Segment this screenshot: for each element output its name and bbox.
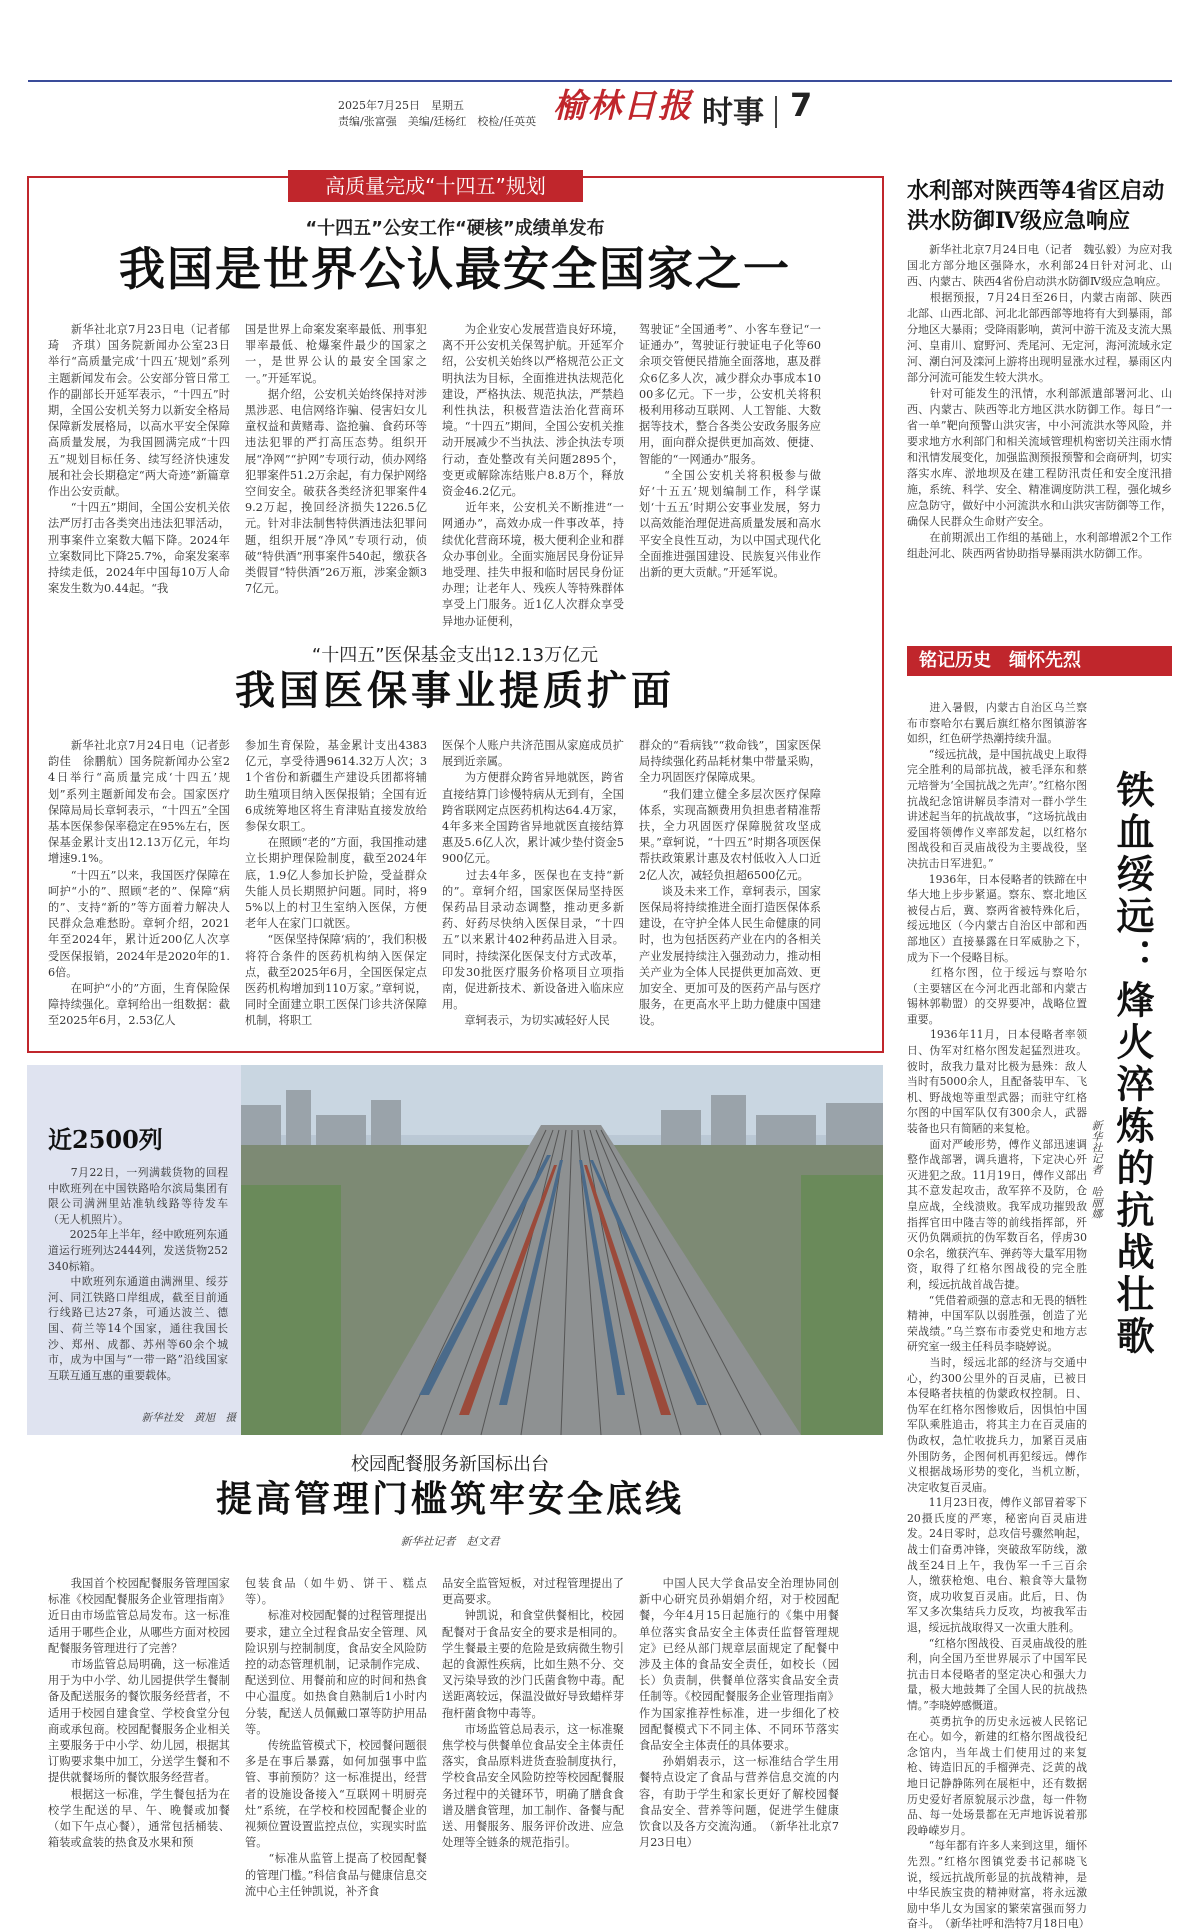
article2-column-1: 新华社北京7月24日电（记者彭韵佳 徐鹏航）国务院新闻办公室24日举行“高质量完成‘十四五’规划”系列主题新闻发布会。国家医疗保障局局长章轲表示，“十四五”全国基本医保参保率稳定在95%左右，医保基金累计支出12.13万亿元，年均增速9.1%。 “十四五”以来，我国医疗保障在呵护“小的”、照顾“老的”、保障“病的”、支持“新的”等方面着力解决人民群众急难愁盼。章轲介绍，2021年至2024年，累计近200亿人次享受医保报销，2024年是2020年的1.6倍。 在呵护“小的”方面，生育保险保障持续强化。章轲给出一组数据：截至2025年6月，2.53亿人 <box>48 739 230 1028</box>
topic-banner: 高质量完成“十四五”规划 <box>288 170 583 202</box>
article3-byline: 新华社记者 赵文君 <box>400 1535 500 1548</box>
article2-column-4: 群众的“看病钱”“救命钱”，国家医保局持续强化药品耗材集中带量采购，全力巩固医疗保障成果。 “我们建立健全多层次医疗保障体系，实现高额费用负担患者精准帮扶，全力巩固医疗保障脱贫攻坚成果。”章轲说，“十四五”时期各项医保帮扶政策累计惠及农村低收入人口近2亿人次，减轻负担超6500亿元。 谈及未来工作，章轲表示，国家医保局将持续推进全面打造医保体系建设，在守护全体人民生命健康的同时，也为包括医药产业在内的各相关产业发展持续注入强劲动力，推动相关产业为全体人民提供更加高效、更加安全、更加可及的医药产品与医疗服务，在更高水平上助力健康中国建设。 <box>639 739 821 1028</box>
article2-title: 我国医保事业提质扩面 <box>235 667 675 714</box>
article3-column-1: 我国首个校园配餐服务管理国家标准《校园配餐服务企业管理指南》近日由市场监管总局发布。这一标准适用于哪些企业，从哪些方面对校园配餐服务管理进行了完善？ 市场监管总局明确，这一标准适用于为中小学、幼儿园提供学生餐制备及配送服务的餐饮服务经营者，不适用于校园自建食堂、学校食堂分包商或承包商。校园配餐服务企业相关主要服务于中小学、幼儿园，根据其订购要求集中加工，分送学生餐和不提供就餐场所的餐饮服务经营者。 根据这一标准，学生餐包括为在校学生配送的早、午、晚餐或加餐（如下午点心餐），通常包括桶装、箱装或盒装的热食及水果和预 <box>48 1577 230 1850</box>
history-vertical-title: 铁血绥远：烽火淬炼的抗战壮歌 <box>1110 770 1155 1358</box>
section-name: 时事 <box>702 95 764 131</box>
photo-feature-title: 近2500列 <box>48 1125 163 1154</box>
railway-yard-illustration <box>241 1065 883 1435</box>
article3-column-4: 中国人民大学食品安全治理协同创新中心研究员孙娟娟介绍，对于校园配餐，今年4月15日起施行的《集中用餐单位落实食品安全主体责任监督管理规定》已经从部门规章层面规定了配餐中涉及主体的食品安全责任，如校长（园长）负责制，供餐单位落实食品安全责任制等。《校园配餐服务企业管理指南》作为国家推荐性标准，进一步细化了校园配餐模式下不同主体、不同环节落实食品安全主体责任的具体要求。 孙娟娟表示，这一标准结合学生用餐特点设定了食品与营养信息交流的内容，有助于学生和家长更好了解校园餐食品安全、营养等问题，促进学生健康饮食以及各方交流沟通。 （新华社北京7月23日电） <box>639 1577 839 1850</box>
article1-column-2: 国是世界上命案发案率最低、刑事犯罪率最低、枪爆案件最少的国家之一，是世界公认的最安全国家之一。”开延军说。 据介绍，公安机关始终保持对涉黑涉恶、电信网络诈骗、侵害妇女儿童权益和黄赌毒、盗抢骗、食药环等违法犯罪的严打高压态势。组织开展“净网”“护网”专项行动，侦办网络犯罪案件51.2万余起，有力保护网络空间安全。破获各类经济犯罪案件49.2万起，挽回经济损失1226.5亿元。针对非法制售特供酒违法犯罪问题，组织开展“净风”专项行动，侦破“特供酒”刑事案件540起，缴获各类假冒“特供酒”26万瓶，涉案金额37亿元。 <box>245 323 427 596</box>
newspaper-logo: 榆林日报 <box>553 86 693 125</box>
history-column-body: 进入暑假，内蒙古自治区乌兰察布市察哈尔右翼后旗红格尔图镇游客如织，红色研学热潮持续升温。 “绥远抗战，是中国抗战史上取得完全胜利的局部抗战，被毛泽东和蔡元培誉为‘全国抗战之先声’。”红格尔图抗战纪念馆讲解员李清对一群小学生讲述起当年的抗战故事，“这场抗战由爱国将领傅作义率部发起，以红格尔图战役和百灵庙战役为主要战役，坚决抗击日军进犯。” 1936年，日本侵略者的铁蹄在中华大地上步步紧逼。察东、察北地区被侵占后，冀、察两省被特殊化后，绥远地区（今内蒙古自治区中部和西部地区）直接暴露在日军威胁之下，成为下一个侵略目标。 红格尔图，位于绥远与察哈尔（主要辖区在今河北西北部和内蒙古锡林郭勒盟）的交界要冲，战略位置重要。 1936年11月，日本侵略者率领日、伪军对红格尔图发起猛烈进攻。彼时，敌我力量对比极为悬殊：敌人当时有5000余人，且配备装甲车、飞机、野战炮等重型武器；而驻守红格尔图的中国军队仅有300余人，武器装备也只有简陋的来复枪。 面对严峻形势，傅作义部迅速调整作战部署，调兵遣将，下定决心歼灭进犯之敌。11月19日，傅作义部出其不意发起攻击，敌军猝不及防，仓皇应战，全线溃败。我军成功摧毁敌指挥官田中隆吉等的前线指挥部，歼灭仍负隅顽抗的伪军数百名，俘虏300余名，缴获汽车、弹药等大量军用物资，取得了红格尔图战役的完全胜利，绥远抗战首战告捷。 “凭借着顽强的意志和无畏的牺牲精神，中国军队以弱胜强，创造了光荣战绩。”乌兰察布市委党史和地方志研究室一级主任科员李晓婷说。 当时，绥远北部的经济与交通中心，约300公里外的百灵庙，已被日本侵略者扶植的伪蒙政权控制。日、伪军在红格尔图惨败后，因惧怕中国军队乘胜追击，将其主力在百灵庙的伪政权，急忙收拢兵力，加紧百灵庙外围防务，企图何机再犯绥远。傅作义根据战场形势的变化，当机立断，决定收复百灵庙。 11月23日夜，傅作义部冒着零下20摄氏度的严寒，秘密向百灵庙进发。24日零时，总攻信号骤然响起，战士们奋勇冲锋，突破敌军防线，激战至24日上午，我伪军一千三百余人，缴获枪炮、电台、粮食等大量物资，成功收复百灵庙。此后，日、伪军又多次集结兵力反攻，均被我军击退，绥远抗战取得又一次重大胜利。 “红格尔图战役、百灵庙战役的胜利，向全国乃至世界展示了中国军民抗击日本侵略者的坚定决心和强大力量，极大地鼓舞了全国人民的抗战热情。”李晓婷感慨道。 英勇抗争的历史永远被人民铭记在心。如今，新建的红格尔图战役纪念馆内，当年战士们使用过的来复枪、铸造旧瓦的手榴弹壳、泛黄的战地日记静静陈列在展柜中，还有数据历史爱好者原貌展示沙盘，每一件物品、每一处场景都在无声地诉说着那段峥嵘岁月。 “每年都有许多人来到这里，缅怀先烈。”红格尔图镇党委书记郝晓飞说，绥远抗战所彰显的抗战精神，是中华民族宝贵的精神财富，将永远激励中华儿女为国家的繁荣富强而努力奋斗。 （新华社呼和浩特7月18日电） <box>907 701 1090 1931</box>
photo-credit: 新华社发 黄旭 摄 <box>141 1412 236 1424</box>
article1-column-3: 为企业安心发展营造良好环境，离不开公安机关保驾护航。开延军介绍，公安机关始终以严格规范公正文明执法为目标，全面推进执法规范化建设，严格执法、规范执法，严禁趋利性执法，积极营造法治化营商环境。“十四五”期间，全国公安机关推动开展减少不当执法、涉企执法专项行动，查处整改有关问题2895个，变更或解除冻结账户8.8万个，释放资金46.2亿元。 近年来，公安机关不断推进“一网通办”，高效办成一件事改革，持续优化营商环境，极大便利企业和群众办事创业。全面实施居民身份证异地受理、挂失申报和临时居民身份证办理；让老年人、残疾人等特殊群体享受上门服务。近1亿人次群众享受异地办证便利， <box>442 323 624 628</box>
editors-line: 责编/张富强 美编/廷杨红 校检/任英英 <box>338 115 537 128</box>
right-article-body: 新华社北京7月24日电（记者 魏弘毅）为应对我国北方部分地区强降水，水利部24日针对河北、山西、内蒙古、陕西4省份启动洪水防御Ⅳ级应急响应。 根据预报，7月24日至26日，内蒙古南部、陕西北部、山西北部、河北北部西部等地将有大到暴雨，部分地区大暴雨；受降雨影响，黄河中游干流及支流大黑河、皇甫川、窟野河、秃尾河、无定河，海河流域永定河、潮白河及滦河上游将出现明显涨水过程，暴雨区内部分河流可能发生较大洪水。 针对可能发生的汛情，水利部派遣部署河北、山西、内蒙古、陕西等北方地区洪水防御工作。每日“一省一单”靶向预警山洪灾害，中小河流洪水等风险，并要求地方水利部门和相关流域管理机构密切关注雨水情和汛情发展变化，加强监测预报预警和会商研判，切实落实水库、淤地坝及在建工程防汛责任和安全度汛措施，系统、科学、安全、精准调度防洪工程，强化城乡应急防守，做好中小河流洪水和山洪灾害防御等工作，确保人民群众生命财产安全。 在前期派出工作组的基础上，水利部增派2个工作组赴河北、陕西两省协助指导暴雨洪水防御工作。 <box>907 243 1172 560</box>
article1-column-1: 新华社北京7月23日电（记者郁琦 齐琪）国务院新闻办公室23日举行“高质量完成‘十四五’规划”系列主题新闻发布会。公安部分管日常工作的副部长开延军表示，“十四五”时期，全国公安机关努力以新安全格局保障新发展格局，以高水平安全保障高质量发展，为我国圆满完成“十四五”规划目标任务、续写经济快速发展和社会长期稳定“两大奇迹”新篇章作出公安贡献。 “十四五”期间，全国公安机关依法严厉打击各类突出违法犯罪活动，刑事案件立案数大幅下降。2024年立案数同比下降25.7%，命案发案率持续走低，2024年中国每10万人命案发生数为0.44起。“我 <box>48 323 230 596</box>
header-info <box>338 98 588 130</box>
article3-subtitle: 校园配餐服务新国标出台 <box>351 1454 549 1475</box>
right-article-title: 水利部对陕西等4省区启动洪水防御Ⅳ级应急响应 <box>907 178 1165 234</box>
article3-title: 提高管理门槛筑牢安全底线 <box>215 1478 684 1520</box>
article1-title: 我国是世界公认最安全国家之一 <box>119 242 791 296</box>
article2-subtitle: “十四五”医保基金支出12.13万亿元 <box>311 645 599 666</box>
article1-column-4: 驾驶证“全国通考”、小客车登记“一证通办”，驾驶证行驶证电子化等60余项交管便民措施全面落地，惠及群众6亿多人次，减少群众办事成本1000多亿元。下一步，公安机关将积极利用移动互联网、人工智能、大数据等技术，整合各类公安政务服务应用，面向群众提供更加高效、便捷、智能的“一网通办”服务。 “全国公安机关将积极参与做好‘十五五’规划编制工作，科学谋划‘十五五’时期公安事业发展，努力以高效能治理促进高质量发展和高水平安全良性互动，为以中国式现代化全面推进强国建设、民族复兴伟业作出新的更大贡献。”开延军说。 <box>639 323 821 580</box>
article2-column-2: 参加生育保险，基金累计支出4383亿元，享受待遇9614.32万人次；31个省份和新疆生产建设兵团都将辅助生殖项目纳入医保报销；全国有近6成统筹地区将生育津贴直接发放给参保女职工。 在照顾“老的”方面，我国推动建立长期护理保险制度，截至2024年底，1.9亿人参加长护险，受益群众失能人员长期照护问题。同时，将95%以上的村卫生室纳入医保，方便老年人在家门口就医。 “医保坚持保障‘病的’，我们积极将符合条件的医药机构纳入医保定点，截至2025年6月，全国医保定点医药机构增加到110万家。”章轲说，同时全面建立职工医保门诊共济保障机制，将职工 <box>245 739 427 1028</box>
history-byline: 新华社记者 哈丽娜 <box>1090 1120 1103 1219</box>
article3-column-3: 品安全监管短板，对过程管理提出了更高要求。 钟凯说，和食堂供餐相比，校园配餐对于食品安全的要求是相同的。学生餐最主要的危险是致病微生物引起的食源性疾病，比如生熟不分、交叉污染导致的沙门氏菌食物中毒。配送距离较远，保温没做好导致蜡样芽孢杆菌食物中毒等。 市场监管总局表示，这一标准聚焦学校与供餐单位食品安全主体责任落实，食品原料进货查验制度执行，学校食品安全风险防控等校园配餐服务过程中的关键环节，明确了膳食食谱及膳食管理，加工制作、备餐与配送、用餐服务、服务评价改进、应急处理等全链条的规范指引。 <box>442 1577 624 1850</box>
photo-caption: 7月22日，一列满载货物的回程中欧班列在中国铁路哈尔滨局集团有限公司满洲里站准轨线路等待发车（无人机照片）。 2025年上半年，经中欧班列东通道运行班列达2444列，发送货物252340标箱。 中欧班列东通道由满洲里、绥芬河、同江铁路口岸组成，截至目前通行线路已达27条，可通达波兰、德国、荷兰等14个国家，通往我国长沙、郑州、成都、苏州等60余个城市，成为中国与“一带一路”沿线国家互联互通互惠的重要载体。 <box>48 1166 228 1382</box>
article1-subtitle: “十四五”公安工作“硬核”成绩单发布 <box>305 218 605 239</box>
section-divider <box>775 96 777 128</box>
date-line: 2025年7月25日 星期五 <box>338 99 464 112</box>
article3-column-2: 包装食品（如牛奶、饼干、糕点等）。 标准对校园配餐的过程管理提出要求，建立全过程食品安全管理、风险识别与控制制度，食品安全风险防控的动态管理机制，记录制作完成、配送到位、用餐前和应的时间和热食中心温度。如热食自熟制后1小时内分装，配送人员佩戴口罩等防护用品等。 传统监管模式下，校园餐问题很多是在事后暴露，如何加强事中监管、事前预防？这一标准提出，经营者的设施设备接入“互联网＋明厨亮灶”系统，在学校和校园配餐企业的视频位置设置监控点位，实现实时监管。 “标准从监管上提高了校园配餐的管理门槛。”科信食品与健康信息交流中心主任钟凯说，补齐食 <box>245 1577 427 1898</box>
article2-column-3: 医保个人账户共济范围从家庭成员扩展到近亲属。 为方便群众跨省异地就医，跨省直接结算门诊慢特病从无到有，全国跨省联网定点医药机构达64.4万家，4年多来全国跨省异地就医直接结算惠及5.6亿人次，累计减少垫付资金5900亿元。 过去4年多，医保也在支持“新的”。章轲介绍，国家医保局坚持医保药品目录动态调整，推动更多新药、好药尽快纳入医保目录，“十四五”以来累计402种药品进入目录。同时，持续深化医保支付方式改革，印发30批医疗服务价格项目立项指南，促进新技术、新设备进入临床应用。 章轲表示，为切实减轻好人民 <box>442 739 624 1028</box>
page-number: 7 <box>790 86 813 124</box>
railway-photo <box>241 1065 883 1435</box>
history-column-label: 铭记历史 缅怀先烈 <box>907 646 1172 676</box>
